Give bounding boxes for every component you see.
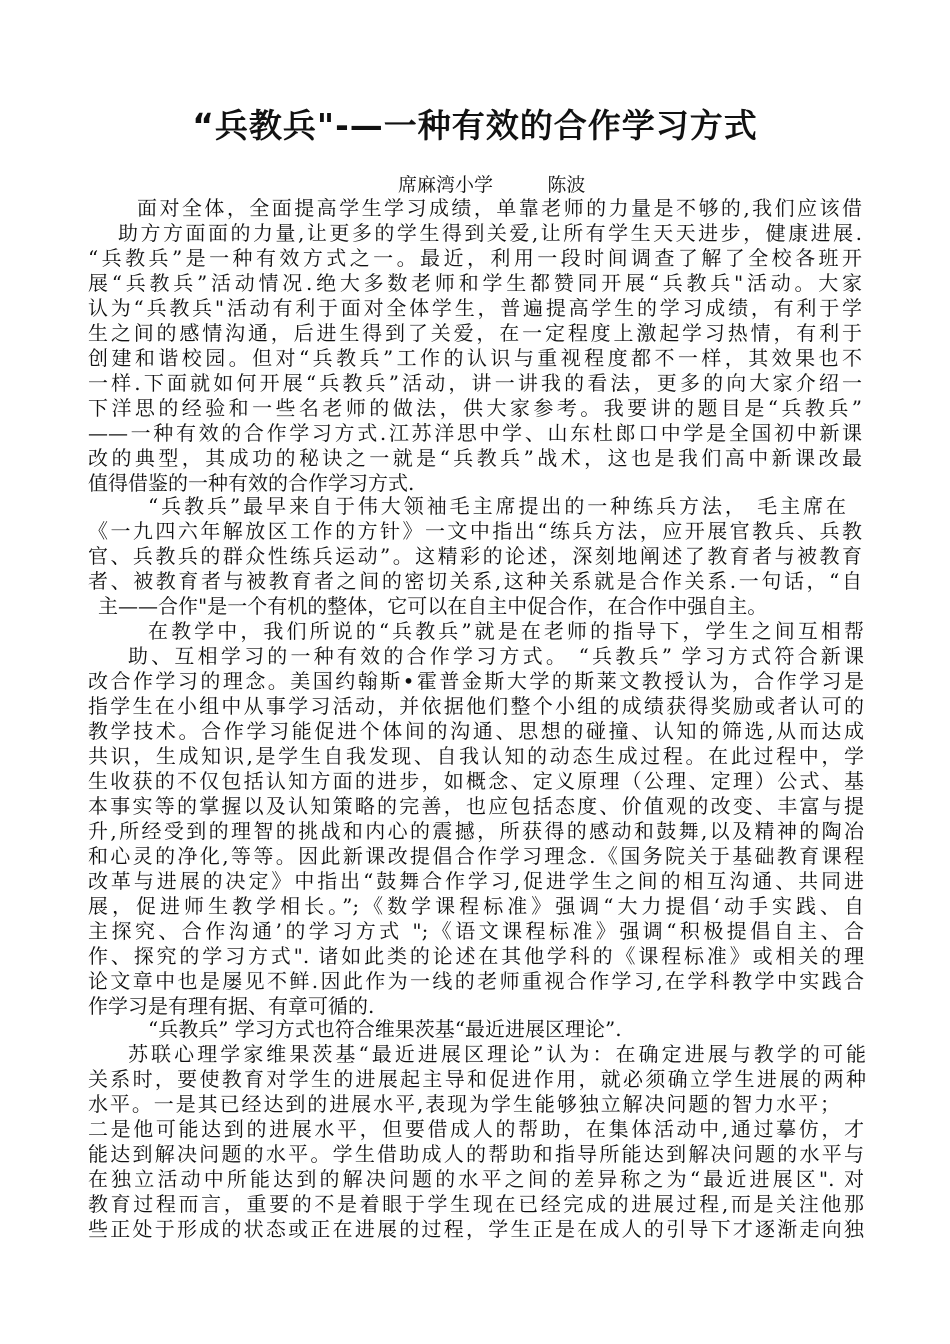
text-line: 和心灵的净化,等等。因此新课改提倡合作学习理念.《国务院关于基础教育课程 (88, 844, 864, 868)
text-line: 面对全体，全面提高学生学习成绩，单靠老师的力量是不够的,我们应该借 (137, 196, 862, 220)
text-line: 改革与进展的决定》中指出“鼓舞合作学习,促进学生之间的相互沟通、共同进 (88, 869, 864, 893)
text-line: 指学生在小组中从事学习活动，并依据他们整个小组的成绩获得奖励或者认可的 (88, 694, 864, 718)
text-line: “兵教兵”最早来自于伟大领袖毛主席提出的一种练兵方法， 毛主席在 (148, 494, 846, 518)
text-line: 展，促进师生教学相长。”;《数学课程标准》强调“大力提倡‘动手实践、自 (88, 894, 864, 918)
text-line: 本事实等的掌握以及认知策略的完善，也应包括态度、价值观的改变、丰富与提 (88, 794, 864, 818)
text-line: 值得借鉴的一种有效的合作学习方式. (88, 471, 415, 495)
text-line: 主探究、合作沟通’的学习方式 ";《语文课程标准》强调“积极提倡自主、合 (88, 919, 864, 943)
text-line: 生收获的不仅包括认知方面的进步，如概念、定义原理（公理、定理）公式、基 (88, 769, 864, 793)
text-line: ——一种有效的合作学习方式.江苏洋思中学、山东杜郎口中学是全国初中新课 (88, 421, 862, 445)
text-line: 展“兵教兵”活动情况.绝大多数老师和学生都赞同开展“兵教兵"活动。大家 (88, 271, 862, 295)
text-line: 下洋思的经验和一些名老师的做法，供大家参考。我要讲的题目是“兵教兵” (88, 396, 862, 420)
text-line: “兵教兵”是一种有效方式之一。最近，利用一段时间调查了解了全校各班开 (88, 246, 862, 270)
text-line: 水平。一是其已经达到的进展水平,表现为学生能够独立解决问题的智力水平； (88, 1092, 840, 1116)
text-line: 改合作学习的理念。美国约翰斯•霍普金斯大学的斯莱文教授认为，合作学习是 (88, 669, 864, 693)
text-line: 《一九四六年解放区工作的方针》一文中指出“练兵方法，应开展官教兵、兵教 (88, 519, 862, 543)
text-line: 在独立活动中所能达到的解决问题的水平之间的差异称之为“最近进展区". 对 (88, 1167, 864, 1191)
text-line: 能达到解决问题的水平。学生借助成人的帮助和指导所能达到解决问题的水平与 (88, 1142, 864, 1166)
text-line: 作学习是有理有据、有章可循的. (88, 994, 375, 1018)
text-line: 作、探究的学习方式". 诸如此类的论述在其他学科的《课程标准》或相关的理 (88, 944, 864, 968)
text-line: 升,所经受到的理智的挑战和内心的震撼，所获得的感动和鼓舞,以及精神的陶冶 (88, 819, 864, 843)
text-line: 苏联心理学家维果茨基“最近进展区理论”认为：在确定进展与教学的可能 (128, 1042, 866, 1066)
text-line: 在教学中，我们所说的“兵教兵”就是在老师的指导下，学生之间互相帮 (148, 619, 864, 643)
author-line: 席麻湾小学 陈波 (398, 174, 586, 196)
text-line: 共识，生成知识,是学生自我发现、自我认知的动态生成过程。在此过程中，学 (88, 744, 864, 768)
text-line: 教学技术。合作学习能促进个体间的沟通、思想的碰撞、认知的筛选,从而达成 (88, 719, 864, 743)
text-line: 些正处于形成的状态或正在进展的过程，学生正是在成人的引导下才逐渐走向独 (88, 1217, 864, 1241)
text-line: 生之间的感情沟通，后进生得到了关爱，在一定程度上激起学习热情，有利于 (88, 321, 862, 345)
text-line: 官、兵教兵的群众性练兵运动”。这精彩的论述，深刻地阐述了教育者与被教育 (88, 544, 862, 568)
text-line: 助、互相学习的一种有效的合作学习方式。 “兵教兵” 学习方式符合新课 (128, 644, 864, 668)
text-line: 主——合作"是一个有机的整体，它可以在自主中促合作，在合作中强自主。 (98, 594, 768, 618)
text-line: 论文章中也是屡见不鲜.因此作为一线的老师重视合作学习,在学科教学中实践合 (88, 969, 864, 993)
text-line: 创建和谐校园。但对“兵教兵”工作的认识与重视程度都不一样，其效果也不 (88, 346, 862, 370)
document-title: “兵教兵"-—一种有效的合作学习方式 (192, 106, 758, 145)
text-line: 认为“兵教兵"活动有利于面对全体学生，普遍提高学生的学习成绩，有利于学 (88, 296, 862, 320)
text-line: 二是他可能达到的进展水平，但要借成人的帮助，在集体活动中,通过摹仿，才 (88, 1117, 864, 1141)
text-line: 教育过程而言，重要的不是着眼于学生现在已经完成的进展过程,而是关注他那 (88, 1192, 864, 1216)
text-line: 一样.下面就如何开展“兵教兵”活动，讲一讲我的看法，更多的向大家介绍一 (88, 371, 862, 395)
text-line: 者、被教育者与被教育者之间的密切关系,这种关系就是合作关系.一句话，“自 (88, 569, 862, 593)
text-line: 关系时，要使教育对学生的进展起主导和促进作用，就必须确立学生进展的两种 (88, 1067, 866, 1091)
text-line: 改的典型，其成功的秘诀之一就是“兵教兵”战术，这也是我们高中新课改最 (88, 446, 862, 470)
text-line: “兵教兵” 学习方式也符合维果茨基“最近进展区理论”. (148, 1017, 622, 1041)
text-line: 助方方面面的力量,让更多的学生得到关爱,让所有学生天天进步，健康进展. (118, 221, 862, 245)
